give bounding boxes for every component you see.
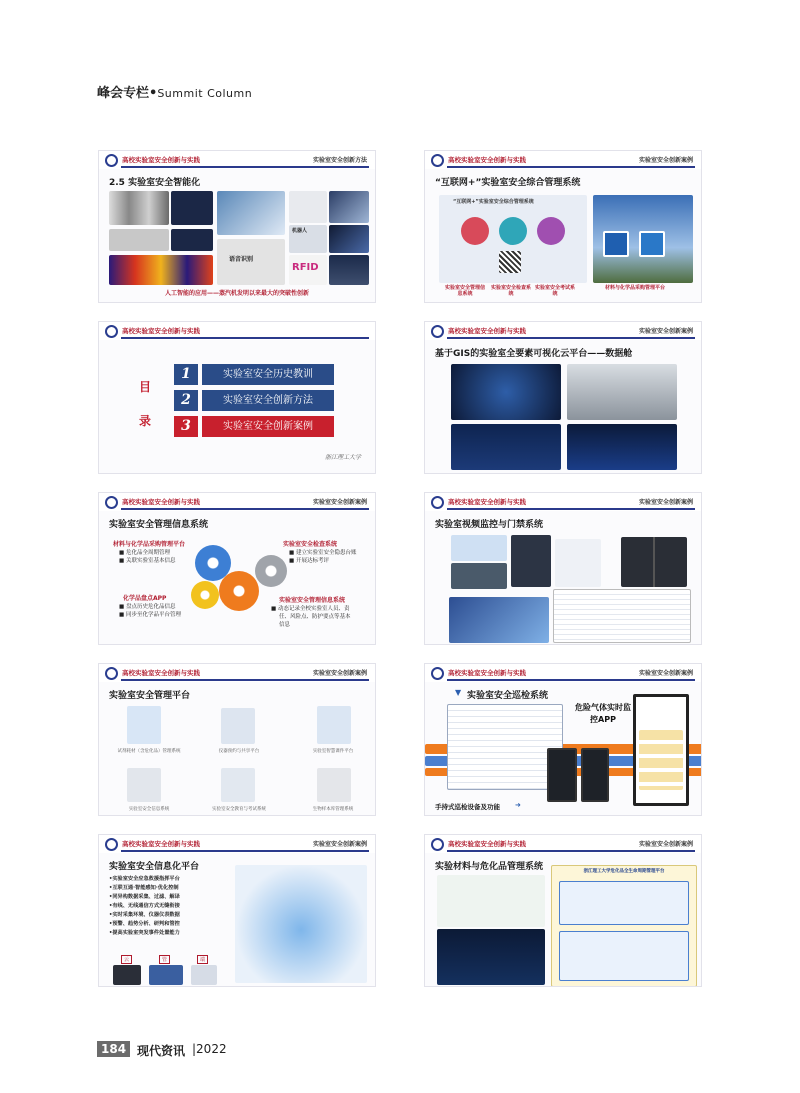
university-logo-icon: [105, 667, 118, 680]
page-header: [97, 82, 252, 101]
caption-exam: 实验室安全考试系统: [535, 285, 576, 297]
block-title: 实验室安全管理信息系统: [279, 597, 346, 604]
header-rule: [447, 166, 695, 168]
contents-item-text: 实验室安全历史教训: [202, 364, 334, 385]
slide-management-info: [98, 492, 376, 645]
arrow-right-icon: ➜: [515, 801, 521, 809]
university-signature: 浙江理工大学: [324, 454, 361, 461]
monitor-image: [149, 965, 183, 985]
phone-app-list: [639, 730, 683, 790]
caption-management: 实验室安全管理信息系统: [445, 285, 486, 297]
course-title: 高校实验室安全创新与实践: [122, 669, 200, 677]
block-item: 信息: [279, 622, 291, 628]
block-item: ■ 关联实验室基本信息: [119, 558, 176, 564]
flowchart-title: 浙江理工大学危化品全生命周期管理平台: [583, 869, 665, 874]
yellow-gear-icon: [191, 581, 219, 609]
university-logo-icon: [105, 496, 118, 509]
gray-gear-icon: [255, 555, 287, 587]
handheld-device-image-2: [581, 748, 609, 802]
cart-icon: [603, 231, 629, 257]
smart-car-image: [329, 225, 369, 253]
feature-item: •实时采集环境、仪器仪表数据: [109, 912, 180, 918]
university-logo-icon: [431, 496, 444, 509]
control-panel-screenshot: [511, 535, 551, 587]
qr-code-image: [499, 251, 521, 273]
section-title: 实验室安全创新案例: [638, 157, 693, 164]
course-title: 高校实验室安全创新与实践: [122, 840, 200, 848]
block-title: 实验室安全检查系统: [283, 541, 338, 548]
contents-item-number: 3: [174, 416, 198, 437]
section-title: 实验室安全创新案例: [638, 499, 693, 506]
block-item: ■ 危化品全周期管理: [119, 550, 170, 556]
block-title: 化学品盘点APP: [123, 595, 167, 602]
header-rule: [121, 679, 369, 681]
arrow-down-icon: ▼: [455, 688, 462, 697]
camera-grid-screenshot: [621, 537, 687, 587]
course-title: 高校实验室安全创新与实践: [448, 327, 526, 335]
door-panel-screenshot: [555, 539, 601, 587]
course-title: 高校实验室安全创新与实践: [122, 156, 200, 164]
platform-label: 实验室安全信息系统: [128, 807, 170, 812]
feature-item: •提高实验室突发事件处置能力: [109, 930, 180, 936]
slide-inspection: [424, 663, 702, 816]
block-item: ■ 同步至化学品平台管理: [119, 612, 181, 618]
flowchart-lane-1: [559, 881, 689, 925]
feature-item: •有线、无线通信方式无缝衔接: [109, 903, 180, 909]
login-screenshot: [449, 597, 549, 643]
feature-list: [109, 875, 180, 938]
contents-label-b: 录: [139, 414, 152, 428]
slide-header: [425, 493, 701, 511]
header-rule: [121, 337, 369, 339]
section-title: 实验室安全创新案例: [312, 499, 367, 506]
platform-label: 实验室智慧课件平台: [312, 749, 354, 754]
platform-label: 试剂耗材（含危化品）管理系统: [117, 749, 181, 754]
block-item: ■ 建立实验室安全隐患台账: [289, 550, 357, 556]
server-image: [113, 965, 141, 985]
slide-management-platform: [98, 663, 376, 816]
drone-image: [289, 191, 327, 223]
platform-icon: [639, 231, 665, 257]
orange-gear-icon: [219, 571, 259, 611]
contents-item-2[interactable]: [174, 390, 334, 411]
city-image: [329, 255, 369, 285]
contents-item-1[interactable]: [174, 364, 334, 385]
course-title: 高校实验室安全创新与实践: [448, 840, 526, 848]
section-title: 实验室安全创新案例: [638, 670, 693, 677]
training-illustration: [221, 768, 255, 802]
year-value: 2022: [196, 1042, 227, 1056]
course-title: 高校实验室安全创新与实践: [122, 498, 200, 506]
biobank-illustration: [317, 768, 351, 802]
slide-title: 2.5 实验室安全智能化: [109, 178, 201, 188]
end-label: 端: [197, 955, 208, 964]
section-title: 实验室安全创新案例: [312, 670, 367, 677]
contents-item-3[interactable]: [174, 416, 334, 437]
caption-inspection: 实验室安全检查系统: [491, 285, 532, 297]
record-table-screenshot: [553, 589, 691, 643]
slide-title: “互联网+”实验室安全综合管理系统: [435, 178, 581, 188]
contents-item-number: 1: [174, 364, 198, 385]
header-rule: [121, 166, 369, 168]
robot-image: [329, 191, 369, 223]
slide-header: [99, 322, 375, 340]
handheld-device-image: [547, 748, 577, 802]
block-item: ■ 动态记录全校实验室人员、责: [271, 606, 350, 612]
slide-title: 实验室安全管理平台: [109, 691, 191, 701]
block-title: 材料与化学品采购管理平台: [113, 541, 186, 548]
block-item: ■ 盘点历史危化品信息: [119, 604, 176, 610]
app-title: 危险气体实时监控APP: [575, 703, 631, 724]
gis-map-screenshot: [451, 364, 561, 420]
app-icons-panel: [437, 875, 545, 927]
course-title: 高校实验室安全创新与实践: [448, 156, 526, 164]
slide-title: 基于GIS的实验室全要素可视化云平台——数据舱: [435, 349, 633, 359]
feature-item: •预警、趋势分析、研判和管控: [109, 921, 180, 927]
section-title: 实验室安全创新案例: [312, 841, 367, 848]
course-title: 高校实验室安全创新与实践: [448, 669, 526, 677]
header-rule: [447, 508, 695, 510]
university-logo-icon: [105, 325, 118, 338]
university-logo-icon: [431, 667, 444, 680]
slide-header: [425, 151, 701, 169]
lab-photo: [567, 364, 677, 420]
course-title: 高校实验室安全创新与实践: [448, 498, 526, 506]
face-recognition-image: [217, 191, 285, 235]
slide-header: [99, 151, 375, 169]
reagent-illustration: [127, 706, 161, 744]
slide-internet-plus: [424, 150, 702, 303]
header-separator: •: [149, 86, 158, 101]
feature-item: •同异构数据采集、过滤、解译: [109, 894, 180, 900]
issue-year: |2022: [192, 1042, 227, 1056]
contents-item-text: 实验室安全创新案例: [202, 416, 334, 437]
page-number: 184: [97, 1041, 130, 1057]
slide-header: [99, 664, 375, 682]
portal-title: “互联网+”实验室安全综合管理系统: [453, 199, 534, 205]
slide-video-monitoring: [424, 492, 702, 645]
slide-caption: 人工智能的应用——蒸汽机发明以来最大的突破性创新: [164, 290, 309, 297]
slide-title: 实验室安全巡检系统: [467, 691, 549, 701]
header-rule: [447, 850, 695, 852]
slide-title: 实验室安全信息化平台: [109, 862, 200, 872]
contents-item-text: 实验室安全创新方法: [202, 390, 334, 411]
voice-recognition-label: 语音识别: [229, 256, 254, 263]
block-item: ■ 开展达标考评: [289, 558, 329, 564]
section-title: 实验室安全创新案例: [638, 328, 693, 335]
contents-item-number: 2: [174, 390, 198, 411]
slide-header: [425, 664, 701, 682]
column-subtitle: Summit Column: [157, 87, 253, 100]
block-item: 任、风险点、防护要点等基本: [279, 614, 351, 620]
slide-contents: [98, 321, 376, 474]
handheld-caption: 手持式巡检设备及功能: [435, 803, 500, 811]
inspection-screenshot: [447, 704, 563, 790]
slide-informatization: [98, 834, 376, 987]
slide-gis: [424, 321, 702, 474]
section-title: 实验室安全创新方法: [312, 157, 367, 164]
fingerprint-image: [109, 191, 169, 225]
robot-label: 机器人: [292, 228, 308, 234]
magazine-name: 现代资讯: [137, 1044, 186, 1058]
slide-title: 实验室视频监控与门禁系统: [435, 520, 544, 530]
university-logo-icon: [105, 838, 118, 851]
access-screenshot-1: [451, 535, 507, 561]
exam-circle-icon: [537, 217, 565, 245]
thermal-image: [109, 255, 213, 285]
course-title: 高校实验室安全创新与实践: [122, 327, 200, 335]
header-rule: [447, 337, 695, 339]
slide-header: [99, 835, 375, 853]
university-logo-icon: [431, 838, 444, 851]
manage-label: 管: [159, 955, 170, 964]
slide-hazardous-materials: [424, 834, 702, 987]
inspection-circle-icon: [499, 217, 527, 245]
monitoring-screenshot: [451, 563, 507, 589]
university-logo-icon: [431, 325, 444, 338]
instrument-illustration: [221, 708, 255, 744]
slide-header: [425, 835, 701, 853]
device-image: [191, 965, 217, 985]
section-title: 实验室安全创新案例: [638, 841, 693, 848]
platform-label: 生物样本库管理系统: [312, 807, 354, 812]
slide-title: 实验室安全管理信息系统: [109, 520, 209, 530]
slide-header: [425, 322, 701, 340]
eye-image: [109, 229, 169, 251]
header-rule: [121, 850, 369, 852]
iot-illustration: [235, 865, 367, 983]
platform-label: 实验室安全教育与考试系统: [212, 807, 266, 812]
column-title: 峰会专栏: [97, 86, 150, 101]
header-rule: [121, 508, 369, 510]
courseware-illustration: [317, 706, 351, 744]
stats-dashboard: [437, 929, 545, 985]
cloud-label: 云: [121, 955, 132, 964]
slide-title: 实验材料与危化品管理系统: [435, 862, 544, 872]
management-circle-icon: [461, 217, 489, 245]
university-logo-icon: [105, 154, 118, 167]
feature-item: •实验室安全应急救援指挥平台: [109, 876, 180, 882]
iris-pattern-image: [171, 229, 213, 251]
dashboard-screenshot: [451, 424, 561, 470]
university-logo-icon: [431, 154, 444, 167]
caption-procurement: 材料与化学品采购管理平台: [605, 285, 666, 291]
floorplan-screenshot: [567, 424, 677, 470]
rfid-label: RFID: [292, 262, 319, 273]
flowchart-lane-2: [559, 931, 689, 981]
security-illustration: [127, 768, 161, 802]
slide-header: [99, 493, 375, 511]
iris-image: [171, 191, 213, 225]
header-rule: [447, 679, 695, 681]
contents-label-a: 目: [139, 380, 152, 394]
feature-item: •互联互通·智能感知·优化控制: [109, 885, 179, 891]
platform-label: 仪器预约与共享平台: [218, 749, 260, 754]
slide-ai: [98, 150, 376, 303]
